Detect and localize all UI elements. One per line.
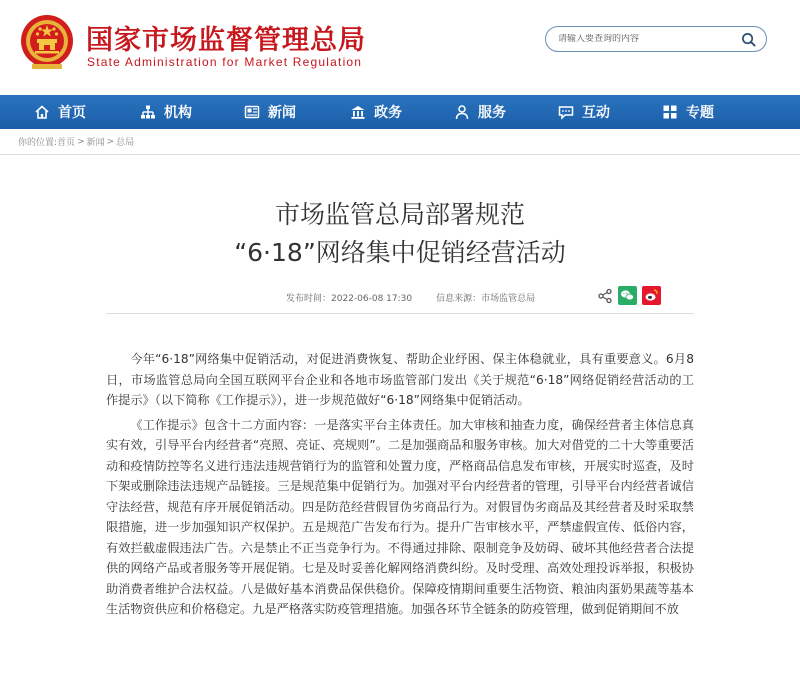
- article-body: [106, 349, 694, 624]
- service-icon: [454, 104, 470, 120]
- publish-label: 发布时间：: [286, 294, 332, 304]
- nav-label: 新闻: [268, 105, 296, 121]
- article-paragraph: 今年“6·18”网络集中促销活动，对促进消费恢复、帮助企业纾困、保主体稳就业，具有重要意义。6月8日，市场监管总局向全国互联网平台企业和各地市场监管部门发出《关于规范“6·18”网络促销经营活动的工作提示》（以下简称《工作提示》），进一步规范做好“6·18”网络集中促销活动。: [106, 352, 694, 407]
- interaction-icon: [558, 104, 574, 120]
- article-title-line1: 市场监管总局部署规范: [274, 200, 525, 229]
- nav-item-interaction[interactable]: [558, 95, 610, 129]
- nav-item-organization[interactable]: [140, 95, 192, 129]
- breadcrumb: [0, 129, 800, 155]
- weibo-icon[interactable]: [642, 286, 661, 305]
- breadcrumb-item-home[interactable]: 首页: [57, 138, 76, 148]
- nav-label: 首页: [58, 105, 86, 121]
- breadcrumb-separator: >: [106, 136, 115, 147]
- nav-item-home[interactable]: [34, 95, 86, 129]
- meta-divider: [106, 313, 694, 314]
- national-emblem-icon[interactable]: [20, 14, 74, 74]
- article-title-line2: “6·18”网络集中促销经营活动: [234, 238, 566, 267]
- search-input[interactable]: [558, 34, 728, 44]
- share-bar: [597, 286, 666, 305]
- org-chart-icon: [140, 104, 156, 120]
- nav-label: 机构: [164, 105, 192, 121]
- site-header: [0, 0, 800, 95]
- wechat-icon[interactable]: [618, 286, 637, 305]
- main-nav: [0, 95, 800, 129]
- nav-item-services[interactable]: [454, 95, 506, 129]
- news-icon: [244, 104, 260, 120]
- breadcrumb-prefix: 你的位置:: [18, 138, 58, 148]
- article-meta: [286, 291, 535, 304]
- source-label: 信息来源：: [436, 294, 482, 304]
- breadcrumb-separator: >: [77, 136, 85, 147]
- site-title[interactable]: 国家市场监督管理总局: [86, 25, 366, 56]
- breadcrumb-item-administration[interactable]: 总局: [116, 138, 135, 148]
- publish-time: 2022-06-08 17:30: [331, 294, 413, 304]
- article-paragraph: 《工作提示》包含十二方面内容：一是落实平台主体责任。加大审核和抽查力度，确保经营者主体信息真实有效，引导平台内经营者“亮照、亮证、亮规则”。二是加强商品和服务审核。加大对借党的二十大等重要活动和疫情防控等名义进行违法违规营销行为的监管和处置力度，严格商品信息发布审核，开展实时巡查，及时下架或删除违法违规产品链接。三是规范集中促销行为。加强对平台内经营者的管理，引导平台内经营者诚信守法经营，规范有序开展促销活动。四是防范经营假冒伪劣商品行为。对假冒伪劣商品及其经营者及时采取禁限措施，进一步加强知识产权保护。五是规范广告发布行为。提升广告审核水平，严禁虚假宣传、低俗内容，有效拦截虚假违法广告。六是禁止不正当竞争行为。不得通过排除、限制竞争及妨碍、破坏其他经营者合法提供的网络产品或者服务等开展促销。七是及时妥善化解网络消费纠纷。及时受理、高效处理投诉举报，积极协助消费者维护合法权益。八是做好基本消费品保供稳价。保障疫情期间重要生活物资、粮油肉蛋奶果蔬等基本生活物资供应和价格稳定。九是严格落实防疫管理措施。加强各环节全链条的防疫管理，做到促销期间不放: [106, 417, 694, 616]
- share-icon[interactable]: [597, 288, 613, 304]
- nav-item-topics[interactable]: [662, 95, 714, 129]
- home-icon: [34, 104, 50, 120]
- nav-item-government-affairs[interactable]: [350, 95, 402, 129]
- breadcrumb-item-news[interactable]: 新闻: [86, 138, 105, 148]
- search-box: [545, 26, 767, 52]
- source-value: 市场监管总局: [481, 294, 536, 304]
- nav-label: 互动: [582, 105, 610, 121]
- topic-icon: [662, 104, 678, 120]
- nav-item-news[interactable]: [244, 95, 296, 129]
- site-subtitle: State Administration for Market Regulation: [87, 55, 363, 69]
- nav-label: 服务: [478, 105, 506, 121]
- search-icon[interactable]: [741, 32, 756, 47]
- nav-label: 政务: [374, 105, 402, 121]
- nav-label: 专题: [686, 105, 714, 121]
- government-icon: [350, 104, 366, 120]
